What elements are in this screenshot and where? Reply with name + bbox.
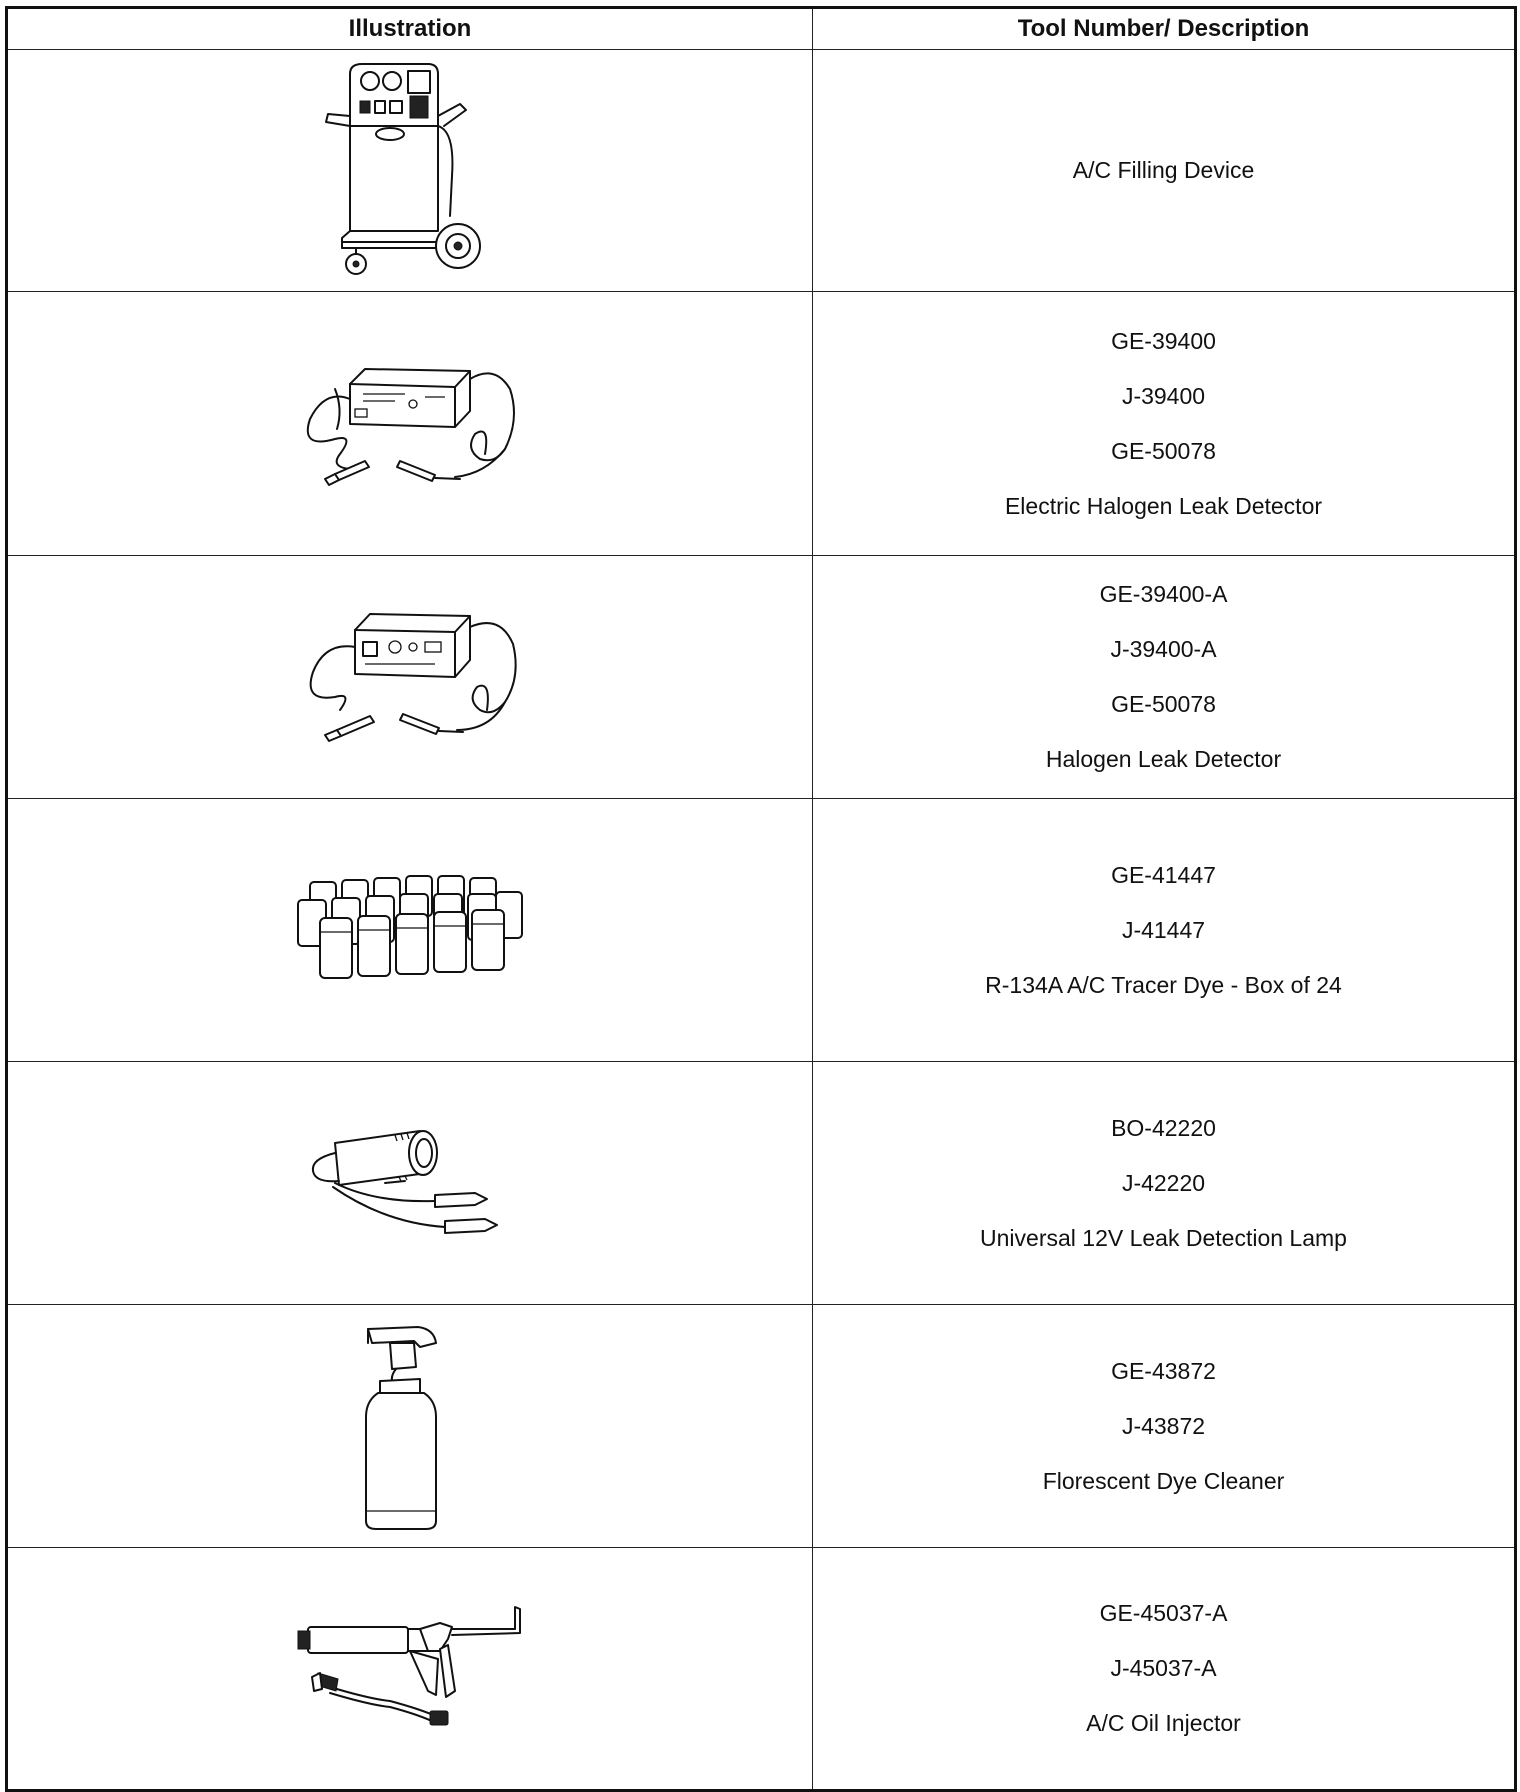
description-cell bbox=[813, 50, 1516, 292]
tool-number: J-45037-A bbox=[1110, 1655, 1217, 1681]
tool-number: GE-50078 bbox=[1111, 691, 1216, 717]
table-row bbox=[7, 799, 1516, 1062]
tool-number: GE-43872 bbox=[1111, 1357, 1216, 1384]
tool-description: A/C Oil Injector bbox=[1086, 1710, 1241, 1736]
tool-description: Universal 12V Leak Detection Lamp bbox=[980, 1224, 1347, 1251]
oil-injector-icon bbox=[290, 1599, 530, 1739]
tool-number: GE-39400 bbox=[1111, 327, 1216, 354]
description-cell bbox=[813, 292, 1516, 556]
illustration-cell bbox=[7, 1548, 813, 1791]
electric-halogen-leak-detector-icon bbox=[295, 349, 525, 499]
description-cell bbox=[813, 1062, 1516, 1305]
table-row bbox=[7, 1548, 1516, 1791]
illustration-cell bbox=[7, 799, 813, 1062]
description-header: Tool Number/ Description bbox=[813, 8, 1516, 50]
tool-number: GE-50078 bbox=[1111, 437, 1216, 464]
illustration-cell bbox=[7, 1305, 813, 1548]
illustration-cell bbox=[7, 1062, 813, 1305]
tools-table bbox=[5, 6, 1517, 1792]
illustration-cell bbox=[7, 50, 813, 292]
tool-number: GE-45037-A bbox=[1099, 1600, 1228, 1626]
tool-number: J-39400-A bbox=[1110, 636, 1217, 662]
description-cell bbox=[813, 799, 1516, 1062]
spray-bottle-icon bbox=[350, 1321, 470, 1531]
illustration-cell bbox=[7, 556, 813, 799]
tool-number: J-43872 bbox=[1121, 1412, 1206, 1439]
tool-number: BO-42220 bbox=[1111, 1114, 1216, 1141]
tool-number: J-42220 bbox=[1121, 1169, 1206, 1196]
tool-description: R-134A A/C Tracer Dye - Box of 24 bbox=[985, 971, 1342, 998]
tool-description: Halogen Leak Detector bbox=[1045, 746, 1282, 772]
table-row bbox=[7, 292, 1516, 556]
leak-detection-lamp-icon bbox=[295, 1123, 525, 1243]
ac-filling-device-icon bbox=[320, 56, 500, 286]
tool-number: J-39400 bbox=[1121, 382, 1206, 409]
table-row bbox=[7, 1305, 1516, 1548]
table-row bbox=[7, 50, 1516, 292]
description-cell bbox=[813, 1548, 1516, 1791]
description-cell bbox=[813, 556, 1516, 799]
tool-number: GE-39400-A bbox=[1099, 581, 1228, 607]
header-row bbox=[7, 8, 1516, 50]
tool-description: Florescent Dye Cleaner bbox=[1042, 1467, 1285, 1494]
tool-number: GE-41447 bbox=[1111, 861, 1216, 888]
description-cell bbox=[813, 1305, 1516, 1548]
tool-description: A/C Filling Device bbox=[1072, 157, 1255, 183]
tool-number: J-41447 bbox=[1121, 916, 1206, 943]
halogen-leak-detector-icon bbox=[295, 602, 525, 752]
table-row bbox=[7, 556, 1516, 799]
table-row bbox=[7, 1062, 1516, 1305]
tool-description: Electric Halogen Leak Detector bbox=[1004, 492, 1323, 519]
illustration-cell bbox=[7, 292, 813, 556]
illustration-header: Illustration bbox=[7, 8, 813, 50]
tracer-dye-bottles-icon bbox=[290, 870, 530, 990]
